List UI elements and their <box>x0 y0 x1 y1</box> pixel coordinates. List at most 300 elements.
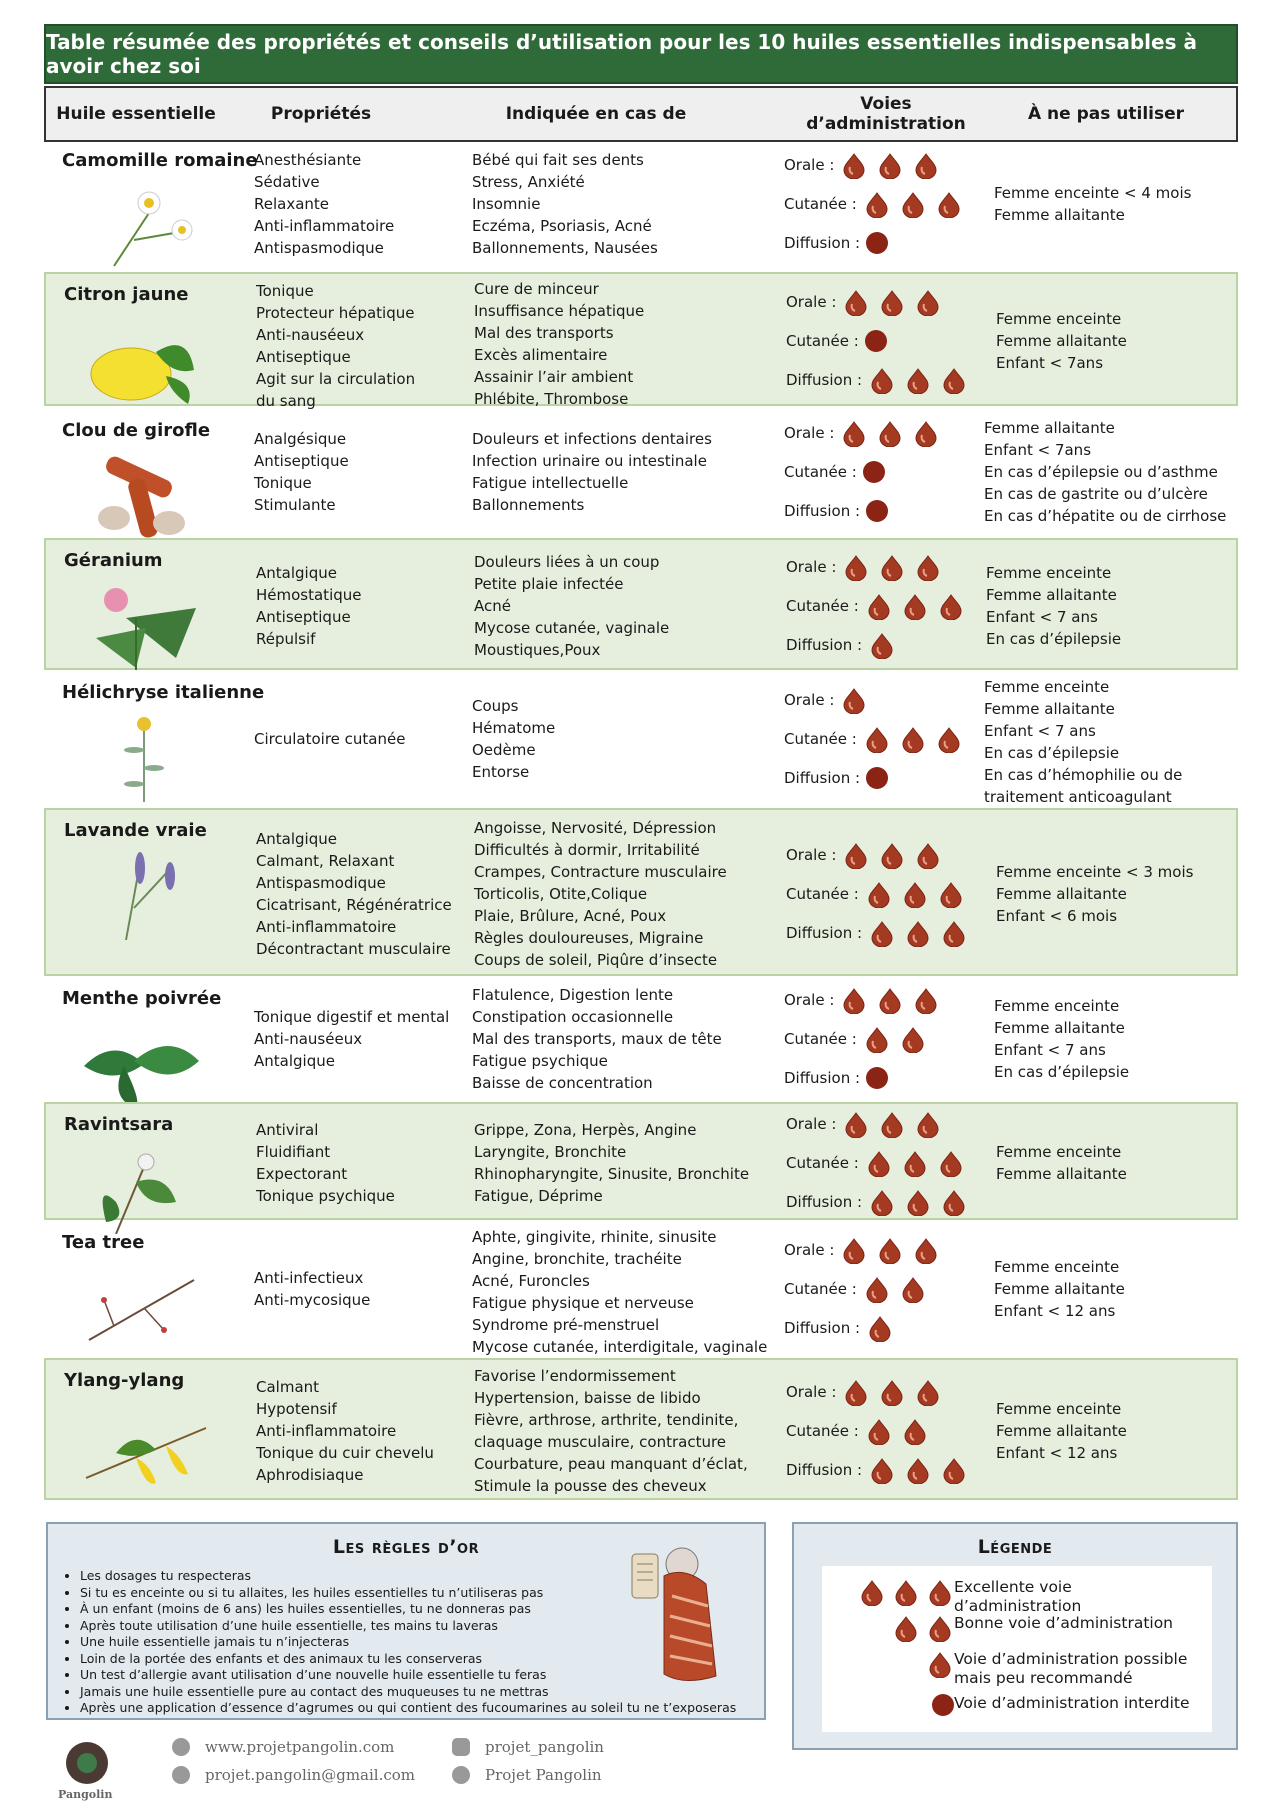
indications-list <box>472 984 722 1094</box>
table-row <box>44 272 1238 410</box>
indication-item: Fatigue psychique <box>472 1052 608 1070</box>
indications-list <box>474 817 727 971</box>
indication-item: Fatigue physique et nerveuse <box>472 1294 694 1312</box>
legend-drops <box>892 1614 954 1642</box>
route-label: Diffusion : <box>786 924 863 942</box>
route-label: Diffusion : <box>784 769 861 787</box>
route-label: Orale : <box>784 691 835 709</box>
route-rating <box>868 631 896 659</box>
route-diffusion <box>786 1188 968 1216</box>
routes-block <box>786 1110 976 1216</box>
indication-item: Coups de soleil, Piqûre d’insecte <box>474 951 718 969</box>
properties-list <box>254 1267 370 1311</box>
route-label: Diffusion : <box>786 1193 863 1211</box>
properties-list <box>256 1119 395 1207</box>
oil-name: Ravintsara <box>64 1114 174 1135</box>
contra-item: En cas d’épilepsie <box>984 744 1120 762</box>
rule-item: • Si tu es enceinte ou si tu allaites, les huiles essentielles tu n’utiliseras pas <box>80 1585 736 1602</box>
routes-block <box>784 986 974 1092</box>
route-rating <box>865 880 965 908</box>
property-item: Fluidifiant <box>256 1143 331 1161</box>
drop-icon <box>926 1578 954 1606</box>
oil-name: Camomille romaine <box>62 150 258 171</box>
property-item: Hypotensif <box>256 1400 337 1418</box>
route-orale <box>786 553 942 581</box>
indications-list <box>474 551 669 661</box>
property-item: Tonique du cuir chevelu <box>256 1444 434 1462</box>
contra-item: Femme enceinte <box>994 1258 1120 1276</box>
drop-icon <box>876 151 904 179</box>
route-rating <box>863 461 885 483</box>
indication-item: Mycose cutanée, interdigitale, vaginale <box>472 1338 768 1356</box>
indication-item: Coups <box>472 697 519 715</box>
contra-item: Enfant < 7 ans <box>994 1041 1106 1059</box>
pangolin-logo-icon <box>64 1740 110 1786</box>
route-rating <box>865 1417 929 1445</box>
indication-item: Ballonnements, Nausées <box>472 239 658 257</box>
route-diffusion <box>786 919 968 947</box>
footer-brand: Pangolin <box>58 1788 113 1801</box>
contra-list <box>996 308 1127 374</box>
property-item: Aphrodisiaque <box>256 1466 364 1484</box>
drop-icon <box>904 1188 932 1216</box>
route-orale <box>784 151 940 179</box>
route-label: Diffusion : <box>784 234 861 252</box>
drop-icon <box>901 1417 929 1445</box>
drop-icon <box>840 151 868 179</box>
property-item: Anti-mycosique <box>254 1291 371 1309</box>
route-rating <box>840 1236 940 1264</box>
indications-list <box>474 1365 748 1497</box>
contra-item: En cas d’hémophilie ou de <box>984 766 1183 784</box>
property-item: Agit sur la circulation <box>256 370 416 388</box>
route-orale <box>786 1378 942 1406</box>
contra-item: Femme allaitante <box>984 419 1115 437</box>
property-item: Analgésique <box>254 430 347 448</box>
footer-facebook[interactable]: Projet Pangolin <box>485 1766 602 1784</box>
oil-name: Tea tree <box>62 1232 145 1253</box>
legend-title: Légende <box>977 1536 1053 1558</box>
route-rating <box>842 1378 942 1406</box>
property-item: Antispasmodique <box>256 874 386 892</box>
indication-item: Hématome <box>472 719 556 737</box>
table-row <box>44 410 1238 534</box>
drop-icon <box>868 1188 896 1216</box>
forbidden-dot-icon <box>866 767 888 789</box>
drop-icon <box>866 1314 894 1342</box>
property-item: Expectorant <box>256 1165 348 1183</box>
contra-item: Enfant < 7 ans <box>986 608 1098 626</box>
drop-icon <box>858 1578 886 1606</box>
oil-illustration-icon <box>76 312 216 404</box>
legend-row <box>822 1690 1212 1726</box>
indication-item: Constipation occasionnelle <box>472 1008 674 1026</box>
table-row <box>44 538 1238 670</box>
route-rating <box>842 1110 942 1138</box>
oil-name: Citron jaune <box>64 284 189 305</box>
route-rating <box>868 1456 968 1484</box>
property-item: Décontractant musculaire <box>256 940 451 958</box>
route-label: Orale : <box>784 1241 835 1259</box>
drop-icon <box>842 553 870 581</box>
route-orale <box>786 841 942 869</box>
route-label: Orale : <box>786 558 837 576</box>
drop-icon <box>937 880 965 908</box>
route-diffusion <box>784 764 888 792</box>
oil-name: Ylang-ylang <box>64 1370 185 1391</box>
property-item: Stimulante <box>254 496 336 514</box>
drop-icon <box>878 841 906 869</box>
properties-list <box>254 428 349 516</box>
indication-item: Oedème <box>472 741 536 759</box>
property-item: Anti-inflammatoire <box>256 1422 397 1440</box>
routes-block <box>786 553 976 659</box>
property-item: Anesthésiante <box>254 151 362 169</box>
route-orale <box>786 1110 942 1138</box>
route-cutanee <box>784 1275 927 1303</box>
drop-icon <box>842 1110 870 1138</box>
property-item: Antiseptique <box>256 608 351 626</box>
route-rating <box>840 151 940 179</box>
property-item: Répulsif <box>256 630 316 648</box>
indication-item: Phlébite, Thrombose <box>474 390 629 408</box>
indication-item: Assainir l’air ambient <box>474 368 634 386</box>
route-label: Cutanée : <box>784 195 857 213</box>
route-label: Orale : <box>786 1383 837 1401</box>
route-label: Cutanée : <box>786 332 859 350</box>
page-title: Table résumée des propriétés et conseils d’utilisation pour les 10 huiles essentielles indispensables à avoir chez soi <box>44 24 1238 84</box>
drop-icon <box>914 553 942 581</box>
routes-block <box>786 288 976 394</box>
contra-item: Femme enceinte <box>984 678 1110 696</box>
header-routes <box>786 88 986 140</box>
legend-row <box>822 1646 1212 1687</box>
route-rating <box>863 1275 927 1303</box>
contra-item: Femme allaitante <box>994 1019 1125 1037</box>
indication-item: Laryngite, Bronchite <box>474 1143 627 1161</box>
rule-item: • À un enfant (moins de 6 ans) les huiles essentielles, tu ne donneras pas <box>80 1601 736 1618</box>
property-item: Anti-nauséeux <box>254 1030 363 1048</box>
properties-list <box>256 1376 434 1486</box>
contra-item: Femme allaitante <box>984 700 1115 718</box>
route-diffusion <box>784 1314 894 1342</box>
drop-icon <box>901 880 929 908</box>
drop-icon <box>940 1188 968 1216</box>
property-item: Antalgique <box>256 564 337 582</box>
indication-item: Infection urinaire ou intestinale <box>472 452 707 470</box>
indication-item: Règles douloureuses, Migraine <box>474 929 704 947</box>
route-label: Cutanée : <box>784 1280 857 1298</box>
properties-list <box>256 828 452 960</box>
rule-item: • Un test d’allergie avant utilisation d’une nouvelle huile essentielle tu feras <box>80 1667 736 1684</box>
indication-item: Courbature, peau manquant d’éclat, <box>474 1455 748 1473</box>
header-routes-line1: Voies <box>860 93 912 114</box>
drop-icon <box>892 1614 920 1642</box>
drop-icon <box>940 1456 968 1484</box>
property-item: Calmant, Relaxant <box>256 852 395 870</box>
routes-block <box>786 841 976 947</box>
legend-row <box>822 1574 1212 1615</box>
legend-list <box>822 1566 1212 1732</box>
contra-item: Femme enceinte <box>996 1143 1122 1161</box>
drop-icon <box>878 1378 906 1406</box>
rule-item: • Une huile essentielle jamais tu n’injecteras <box>80 1634 736 1651</box>
indication-item: Plaie, Brûlure, Acné, Poux <box>474 907 667 925</box>
contra-item: Femme allaitante <box>994 206 1125 224</box>
indication-item: Moustiques,Poux <box>474 641 601 659</box>
routes-block <box>784 686 974 792</box>
route-label: Diffusion : <box>784 1069 861 1087</box>
contra-item: Enfant < 12 ans <box>996 1444 1118 1462</box>
route-label: Diffusion : <box>786 636 863 654</box>
drop-icon <box>863 190 891 218</box>
indication-item: Fatigue intellectuelle <box>472 474 629 492</box>
drop-icon <box>914 1110 942 1138</box>
table-row <box>44 978 1238 1100</box>
indications-list <box>472 149 658 259</box>
drop-icon <box>876 419 904 447</box>
drop-icon <box>840 686 868 714</box>
property-item: Anti-nauséeux <box>256 326 365 344</box>
contra-item: Femme allaitante <box>996 1422 1127 1440</box>
contra-item: En cas d’épilepsie <box>994 1063 1130 1081</box>
legend-drops <box>858 1578 954 1606</box>
forbidden-dot-icon <box>866 232 888 254</box>
legend-drops <box>932 1694 954 1716</box>
route-orale <box>786 288 942 316</box>
forbidden-dot-icon <box>866 1067 888 1089</box>
footer-email[interactable]: projet.pangolin@gmail.com <box>205 1766 416 1784</box>
property-item: Circulatoire cutanée <box>254 730 406 748</box>
contra-list <box>996 1141 1127 1185</box>
contra-item: Femme allaitante <box>996 1165 1127 1183</box>
drop-icon <box>840 986 868 1014</box>
indication-item: Excès alimentaire <box>474 346 608 364</box>
routes-block <box>786 1378 976 1484</box>
drop-icon <box>935 725 963 753</box>
route-label: Cutanée : <box>784 1030 857 1048</box>
contra-item: Femme enceinte < 4 mois <box>994 184 1192 202</box>
contra-item: Enfant < 7ans <box>996 354 1104 372</box>
contra-item: Femme enceinte <box>996 310 1122 328</box>
indication-item: Angine, bronchite, trachéite <box>472 1250 682 1268</box>
property-item: Tonique psychique <box>256 1187 395 1205</box>
route-rating <box>842 553 942 581</box>
route-label: Diffusion : <box>784 1319 861 1337</box>
contra-item: Femme enceinte <box>986 564 1112 582</box>
header-routes-line2: d’administration <box>806 114 966 134</box>
contra-list <box>984 676 1182 808</box>
drop-icon <box>863 1025 891 1053</box>
property-item: Anti-inflammatoire <box>256 918 397 936</box>
indication-item: Douleurs liées à un coup <box>474 553 660 571</box>
contra-list <box>994 995 1129 1083</box>
route-rating <box>842 288 942 316</box>
indication-item: Flatulence, Digestion lente <box>472 986 674 1004</box>
route-label: Diffusion : <box>786 1461 863 1479</box>
table-row <box>44 1102 1238 1220</box>
indication-item: Mycose cutanée, vaginale <box>474 619 670 637</box>
route-rating <box>840 686 868 714</box>
contra-item: Femme enceinte <box>996 1400 1122 1418</box>
route-rating <box>863 190 963 218</box>
indication-item: Torticolis, Otite,Colique <box>474 885 648 903</box>
route-cutanee <box>786 1149 965 1177</box>
rule-item: • Les dosages tu respecteras <box>80 1568 736 1585</box>
drop-icon <box>904 366 932 394</box>
property-item: Antiviral <box>256 1121 319 1139</box>
route-orale <box>784 1236 940 1264</box>
oil-name: Clou de girofle <box>62 420 211 441</box>
route-rating <box>868 366 968 394</box>
route-rating <box>865 592 965 620</box>
routes-block <box>784 419 974 525</box>
forbidden-dot-icon <box>866 500 888 522</box>
contra-item: Femme allaitante <box>996 332 1127 350</box>
oil-name: Menthe poivrée <box>62 988 222 1009</box>
drop-icon <box>901 1149 929 1177</box>
contra-item: Enfant < 6 mois <box>996 907 1118 925</box>
drop-icon <box>840 1236 868 1264</box>
route-cutanee <box>786 592 965 620</box>
footer-website[interactable]: www.projetpangolin.com <box>205 1738 395 1756</box>
drop-icon <box>892 1578 920 1606</box>
table-row <box>44 1222 1238 1356</box>
route-label: Orale : <box>784 424 835 442</box>
property-item: Anti-inflammatoire <box>254 217 395 235</box>
indication-item: Douleurs et infections dentaires <box>472 430 712 448</box>
drop-icon <box>868 366 896 394</box>
drop-icon <box>868 1456 896 1484</box>
globe-icon <box>172 1738 190 1756</box>
oil-name: Hélichryse italienne <box>62 682 265 703</box>
table-row <box>44 808 1238 976</box>
header-indications: Indiquée en cas de <box>505 103 687 124</box>
indication-item: claquage musculaire, contracture <box>474 1433 727 1451</box>
drop-icon <box>863 725 891 753</box>
route-rating <box>866 1314 894 1342</box>
drop-icon <box>926 1650 954 1678</box>
property-item: Cicatrisant, Régénératrice <box>256 896 452 914</box>
routes-block <box>784 1236 974 1342</box>
route-rating <box>868 919 968 947</box>
header-contra: À ne pas utiliser <box>1027 103 1185 124</box>
drop-icon <box>876 986 904 1014</box>
facebook-icon <box>452 1766 470 1784</box>
indication-item: Insomnie <box>472 195 541 213</box>
indication-item: Ballonnements <box>472 496 585 514</box>
contra-item: traitement anticoagulant <box>984 788 1172 806</box>
property-item: Antalgique <box>254 1052 335 1070</box>
footer-instagram[interactable]: projet_pangolin <box>485 1738 604 1756</box>
drop-icon <box>842 841 870 869</box>
indication-item: Cure de minceur <box>474 280 599 298</box>
indication-item: Petite plaie infectée <box>474 575 624 593</box>
legend-drops <box>926 1650 954 1678</box>
oil-name: Lavande vraie <box>64 820 207 841</box>
indication-item: Crampes, Contracture musculaire <box>474 863 727 881</box>
route-label: Diffusion : <box>786 371 863 389</box>
indication-item: Difficultés à dormir, Irritabilité <box>474 841 700 859</box>
route-label: Orale : <box>784 156 835 174</box>
property-item: du sang <box>256 392 316 410</box>
header-oil: Huile essentielle <box>56 103 216 124</box>
drop-icon <box>914 1378 942 1406</box>
route-cutanee <box>784 1025 927 1053</box>
drop-icon <box>904 919 932 947</box>
contra-item: Femme enceinte < 3 mois <box>996 863 1194 881</box>
rules-box <box>46 1522 766 1720</box>
drop-icon <box>899 1275 927 1303</box>
indication-item: Mal des transports, maux de tête <box>472 1030 722 1048</box>
property-item: Tonique <box>254 474 312 492</box>
table-row <box>44 1358 1238 1500</box>
property-item: Relaxante <box>254 195 330 213</box>
indication-item: Eczéma, Psoriasis, Acné <box>472 217 652 235</box>
header-properties: Propriétés <box>270 103 372 124</box>
contra-item: Enfant < 12 ans <box>994 1302 1116 1320</box>
route-label: Orale : <box>786 1115 837 1133</box>
drop-icon <box>937 592 965 620</box>
indication-item: Fièvre, arthrose, arthrite, tendinite, <box>474 1411 739 1429</box>
property-item: Sédative <box>254 173 320 191</box>
route-orale <box>784 419 940 447</box>
contra-list <box>996 861 1193 927</box>
rule-item: • Jamais une huile essentielle pure au contact des muqueuses tu ne mettras <box>80 1684 736 1701</box>
indication-item: Stimule la pousse des cheveux <box>474 1477 707 1495</box>
legend-text: Bonne voie d’administration <box>954 1614 1174 1632</box>
rule-item: • Après une application d’essence d’agrumes ou qui contient des fucoumarines au soleil tu ne t’exposeras <box>80 1700 736 1717</box>
legend-row <box>822 1610 1212 1646</box>
contra-item: En cas d’épilepsie ou d’asthme <box>984 463 1218 481</box>
route-rating <box>840 986 940 1014</box>
route-rating <box>863 1025 927 1053</box>
drop-icon <box>899 190 927 218</box>
route-cutanee <box>786 880 965 908</box>
properties-list <box>256 280 415 412</box>
table-row <box>44 672 1238 806</box>
route-cutanee <box>786 327 887 355</box>
route-label: Cutanée : <box>786 885 859 903</box>
route-diffusion <box>784 229 888 257</box>
oil-illustration-icon <box>74 178 214 270</box>
route-rating <box>866 500 888 522</box>
contra-list <box>984 417 1226 527</box>
oil-illustration-icon <box>76 1142 216 1234</box>
property-item: Antispasmodique <box>254 239 384 257</box>
drop-icon <box>863 1275 891 1303</box>
oil-illustration-icon <box>76 848 216 940</box>
route-orale <box>784 986 940 1014</box>
oil-illustration-icon <box>76 578 216 670</box>
indication-item: Bébé qui fait ses dents <box>472 151 644 169</box>
forbidden-dot-icon <box>932 1694 954 1716</box>
drop-icon <box>912 151 940 179</box>
property-item: Antiseptique <box>254 452 349 470</box>
instagram-icon <box>452 1738 470 1756</box>
contra-item: Enfant < 7 ans <box>984 722 1096 740</box>
properties-list <box>254 149 394 259</box>
drop-icon <box>926 1614 954 1642</box>
property-item: Calmant <box>256 1378 320 1396</box>
drop-icon <box>842 288 870 316</box>
drop-icon <box>899 1025 927 1053</box>
contra-item: Femme allaitante <box>994 1280 1125 1298</box>
legend-text: Excellente voie d’administration <box>954 1578 1082 1615</box>
indication-item: Stress, Anxiété <box>472 173 585 191</box>
indication-item: Mal des transports <box>474 324 614 342</box>
forbidden-dot-icon <box>863 461 885 483</box>
